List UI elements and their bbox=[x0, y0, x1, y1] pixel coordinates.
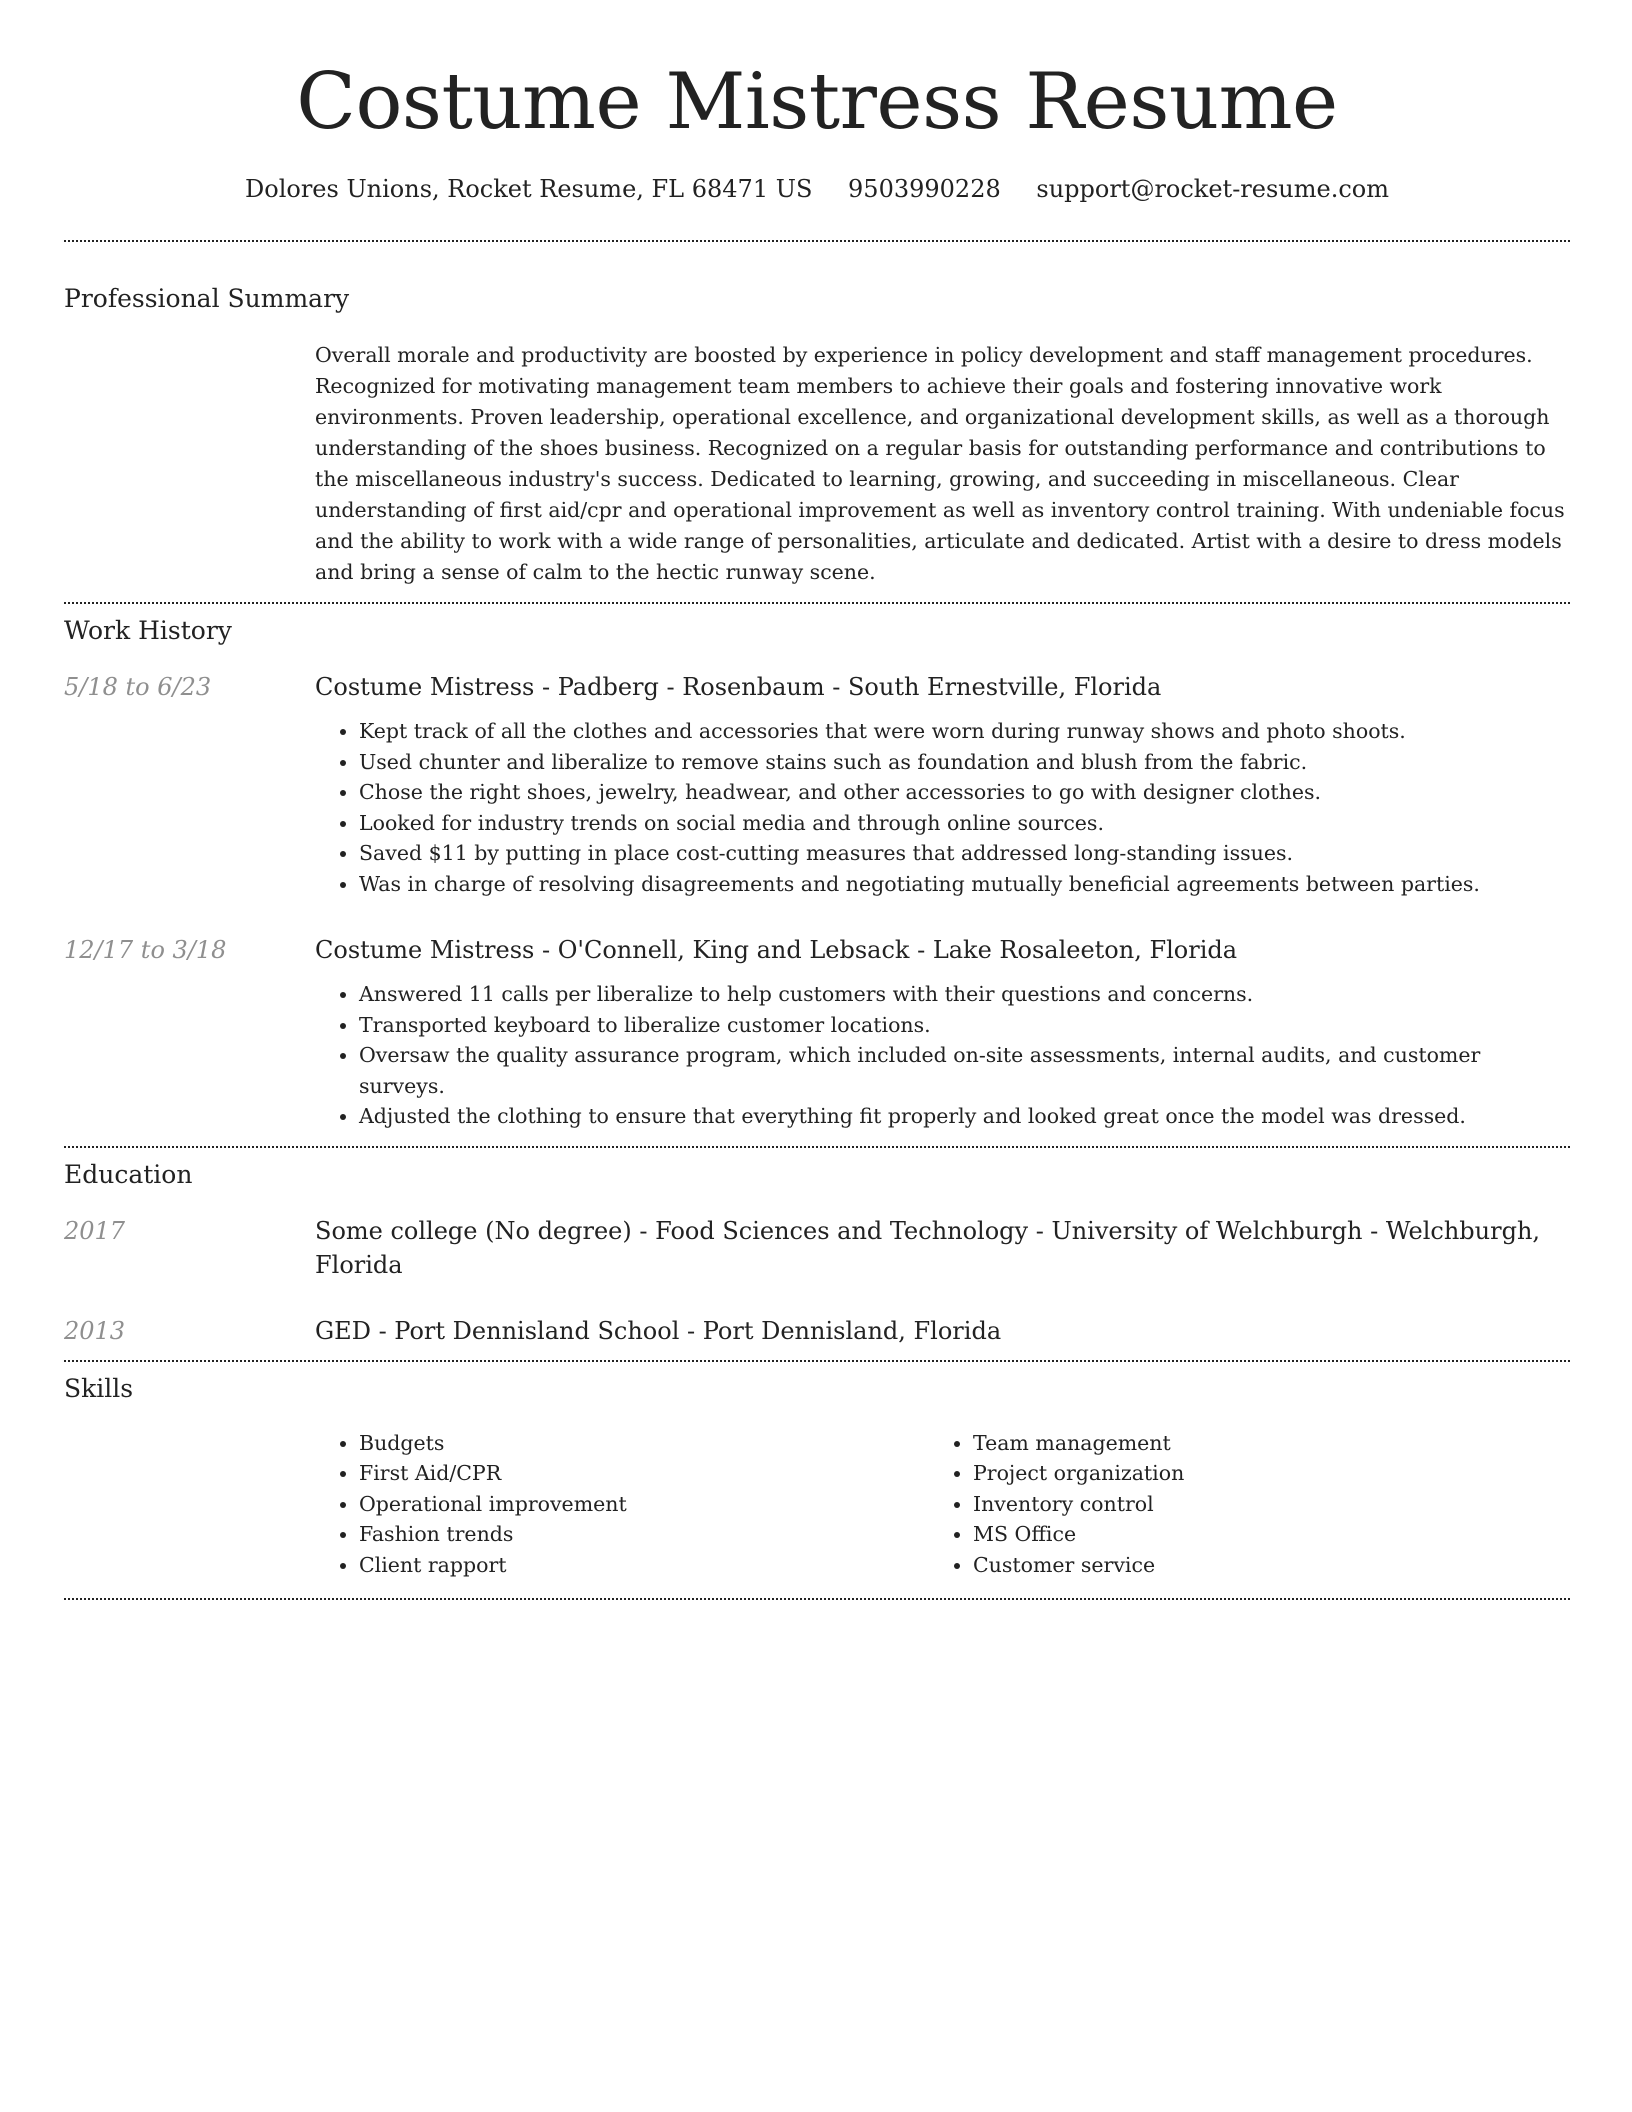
summary-row bbox=[64, 340, 1570, 602]
education-entry bbox=[64, 1214, 1570, 1282]
skill-item: • Operational improvement bbox=[359, 1489, 929, 1520]
job-details bbox=[315, 670, 1570, 899]
list-item: • Chose the right shoes, jewelry, headwear, and other accessories to go with designer clothes. bbox=[359, 777, 1570, 808]
job-bullets bbox=[315, 716, 1570, 899]
skill-item: • Client rapport bbox=[359, 1550, 929, 1581]
education-details bbox=[315, 1214, 1570, 1282]
job-title: Costume Mistress - O'Connell, King and Lebsack - Lake Rosaleeton, Florida bbox=[315, 936, 1238, 964]
list-item: • Adjusted the clothing to ensure that everything fit properly and looked great once the model was dressed. bbox=[359, 1101, 1570, 1132]
contact-info bbox=[64, 174, 1570, 204]
job-bullets bbox=[315, 979, 1570, 1132]
skill-item: • Project organization bbox=[973, 1458, 1543, 1489]
section-heading-work: Work History bbox=[64, 616, 232, 645]
list-item: • Answered 11 calls per liberalize to help customers with their questions and concerns. bbox=[359, 979, 1570, 1010]
list-item: • Kept track of all the clothes and accessories that were worn during runway shows and photo shoots. bbox=[359, 716, 1570, 747]
skills-list-left bbox=[315, 1428, 929, 1581]
list-item: • Was in charge of resolving disagreements and negotiating mutually beneficial agreements between parties. bbox=[359, 869, 1570, 900]
list-item: • Transported keyboard to liberalize customer locations. bbox=[359, 1010, 1570, 1041]
education-details bbox=[315, 1314, 1570, 1348]
contact-phone: 9503990228 bbox=[848, 175, 1001, 203]
skill-item: • MS Office bbox=[973, 1519, 1543, 1550]
list-item: • Saved $11 by putting in place cost-cutting measures that addressed long-standing issues. bbox=[359, 838, 1570, 869]
skills-grid bbox=[315, 1428, 1570, 1581]
contact-email: support@rocket-resume.com bbox=[1036, 175, 1389, 203]
education-section bbox=[64, 1148, 1570, 1360]
summary-text: Overall morale and productivity are boosted by experience in policy development and staff management procedures. Recognized for motivating management team members to achieve their goals and fostering innovative work environments. Proven leadership, operational excellence, and organizational development skills, as well as a thorough understanding of the shoes business. Recognized on a regular basis for outstanding performance and contributions to the miscellaneous industry's success. Dedicated to learning, growing, and succeeding in miscellaneous. Clear understanding of first aid/cpr and operational improvement as well as inventory control training. With undeniable focus and the ability to work with a wide range of personalities, articulate and dedicated. Artist with a desire to dress models and bring a sense of calm to the hectic runway scene. bbox=[315, 343, 1565, 584]
skills-divider bbox=[64, 1598, 1570, 1600]
job-details bbox=[315, 933, 1570, 1132]
section-heading-skills: Skills bbox=[64, 1373, 134, 1403]
job-entry bbox=[64, 670, 1570, 899]
education-entry bbox=[64, 1314, 1570, 1360]
skill-item: • Customer service bbox=[973, 1550, 1543, 1581]
education-text: Some college (No degree) - Food Sciences and Technology - University of Welchburgh - Welchburgh, Florida bbox=[315, 1216, 1541, 1279]
professional-summary-section bbox=[64, 242, 1570, 602]
education-text: GED - Port Dennisland School - Port Dennisland, Florida bbox=[315, 1316, 1002, 1345]
resume-page bbox=[64, 0, 1570, 1600]
section-heading-summary: Professional Summary bbox=[64, 284, 350, 313]
education-year: 2017 bbox=[64, 1216, 126, 1245]
work-history-section bbox=[64, 604, 1570, 1146]
contact-address: Dolores Unions, Rocket Resume, FL 68471 US bbox=[245, 175, 813, 203]
job-entry bbox=[64, 933, 1570, 1146]
education-year: 2013 bbox=[64, 1316, 126, 1345]
skill-item: • Fashion trends bbox=[359, 1519, 929, 1550]
job-dates: 5/18 to 6/23 bbox=[64, 673, 212, 701]
skill-item: • First Aid/CPR bbox=[359, 1458, 929, 1489]
job-dates: 12/17 to 3/18 bbox=[64, 936, 227, 964]
skill-item: • Team management bbox=[973, 1428, 1543, 1459]
skills-section bbox=[64, 1362, 1570, 1599]
job-title: Costume Mistress - Padberg - Rosenbaum - South Ernestville, Florida bbox=[315, 673, 1162, 701]
summary-body bbox=[315, 340, 1570, 588]
skills-list-right bbox=[929, 1428, 1543, 1581]
page-title: Costume Mistress Resume bbox=[296, 57, 1338, 147]
section-heading-education: Education bbox=[64, 1159, 193, 1189]
skills-row bbox=[64, 1428, 1570, 1599]
list-item: • Used chunter and liberalize to remove stains such as foundation and blush from the fabric. bbox=[359, 747, 1570, 778]
list-item: • Looked for industry trends on social media and through online sources. bbox=[359, 808, 1570, 839]
skill-item: • Inventory control bbox=[973, 1489, 1543, 1520]
list-item: • Oversaw the quality assurance program, which included on-site assessments, internal audits, and customer surveys. bbox=[359, 1040, 1570, 1101]
skill-item: • Budgets bbox=[359, 1428, 929, 1459]
